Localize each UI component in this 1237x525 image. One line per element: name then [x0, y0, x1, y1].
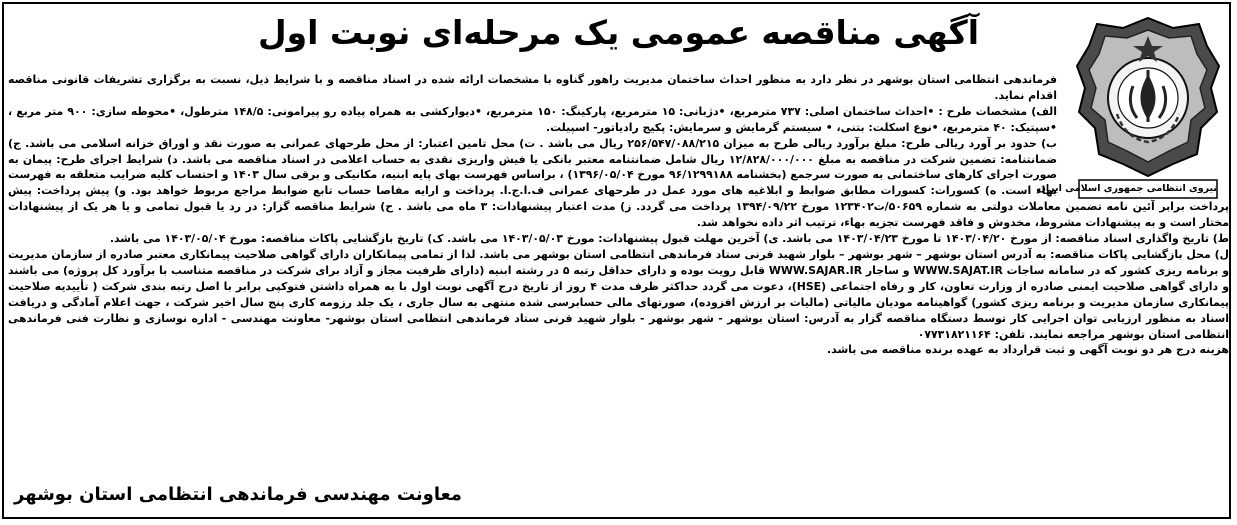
ad-title: آگهی مناقصه عمومی یک مرحله‌ای نوبت اول [257, 13, 980, 52]
section-l-opening: ل) محل بازگشایی پاکات مناقصه: به آدرس استان بوشهر – شهر بوشهر – بلوار شهید قرنی ستاد فرماندهی انتظامی استان بوشهر می باشد. لذا از تمامی پیمانکاران دارای گواهی صلاحیت پیمانکاری معتبر صادره از سازمان مدیریت و برنامه ریزی کشور که در سامانه ساجات WWW.SAJAT.IR و ساجار WWW.SAJAR.IR قابل رویت بوده و دارای حداقل رتبه ۵ در رشته ابنیه (دارای ظرفیت مجاز و آزاد برای شرکت در مناقصه متناسب با برآورد کل پروژه) می باشند و دارای گواهی صلاحیت ایمنی صادره از وزارت تعاون، کار و رفاه اجتماعی (HSE)، دعوت می گردد حداکثر ظرف مدت ۴ روز از تاریخ درج آگهی نوبت اول با به همراه داشتن فتوکپی برابر با اصل رتبه بندی شرکت ( تأییدیه صلاحیت پیمانکاری سازمان مدیریت و برنامه ریزی کشور) گواهینامه مودیان مالیاتی (مالیات بر ارزش افزوده)، صورتهای مالی حسابرسی شده منتهی به سال جاری ، یک جلد رزومه کاری پنج سال اخیر شرکت ، جهت اعلام آمادگی و دریافت اسناد به منظور ارزیابی توان اجرایی کار توسط دستگاه مناقصه گزار به آدرس: استان بوشهر - شهر بوشهر - بلوار شهید قرنی ستاد فرماندهی انتظامی استان بوشهر- معاونت مهندسی - اداره نوسازی و نظارت فنی فرماندهی انتظامی استان بوشهر مراجعه نمایند. تلفن: ۰۷۷۳۱۸۲۱۱۶۴ [8, 247, 1230, 341]
section-t-dates: ط) تاریخ واگذاری اسناد مناقصه: از مورخ ۱۴۰۳/۰۴/۲۰ تا مورخ ۱۴۰۳/۰۴/۲۳ می باشد. ی) آخرین مهلت قبول پیشنهادات: مورخ ۱۴۰۳/۰۵/۰۳ می باشد. ک) تاریخ بازگشایی پاکات مناقصه: مورخ ۱۴۰۳/۰۵/۰۴ می باشد. [109, 232, 1229, 246]
section-b-terms: ب) حدود بر آورد ریالی طرح: مبلغ برآورد ریالی طرح به میزان ۲۵۶/۵۴۷/۰۸۸/۲۱۵ ریال می باشد . ت) محل تامین اعتبار: از محل طرحهای عمرانی به صورت نقد و اوراق خزانه اسلامی می باشد. ج) ضمانتنامه: تضمین شرکت در مناقصه به مبلغ ۱۲/۸۲۸/۰۰۰/۰۰۰ ریال شامل ضمانتنامه معتبر بانکی یا فیش واریزی نقدی به حساب اعلامی در اسناد مناقصه می باشد. د) شرایط اجرای طرح: پیمان به صورت اجرای کارهای ساختمانی به صورت سرجمع (بخشنامه ۹۶/۱۲۹۹۱۸۸ مورخ ۱۳۹۶/۰۵/۰۴) ، براساس فهرست بهای پایه ابنیه، مکانیکی و برقی سال ۱۴۰۳ و احتساب کلیه ضرایب متعلقه به فهرست بهاء است. ه) کسورات: کسورات مطابق ضوابط و ابلاغیه های مورد عمل در طرحهای عمرانی ف.ا.ج.ا. پرداخت و ارایه مفاصا حساب تابع ضوابط مراجع مربوط خواهد بود. و) پیش پرداخت: پیش پرداخت برابر آئین نامه تضمین معاملات دولتی به شماره ۵۰۶۵۹/ت۱۲۳۴۰۲ مورخ ۱۳۹۴/۰۹/۲۲ پرداخت می گردد. ز) مدت اعتبار پیشنهادات: ۳ ماه می باشد . ح) شرایط مناقصه گزار: در رد یا قبول تمامی و یا هر یک از پیشنهادات مختار است و به پیشنهادات مشروط، مخدوش و فاقد فهرست تجزیه بهاء، ترتیب اثر داده نخواهد شد. [8, 136, 1229, 230]
section-a-specs: الف) مشخصات طرح : •احداث ساختمان اصلی: ۷۳۷ مترمربع، •دژبانی: ۱۵ مترمربع، پارکینگ: ۱۵۰ مترمربع، •دیوارکشی به همراه پیاده رو پیرامونی: ۱۴۸/۵ مترطول، •محوطه سازی: ۹۰۰ متر مربع ، •سپتیک: ۴۰ مترمربع، •نوع اسکلت: بتنی، • سیستم گرمایش و سرمایش: پکیج رادیاتور- اسپیلت. [8, 104, 1058, 134]
cost-note: هزینه درج هر دو نوبت آگهی و ثبت قرارداد به عهده برنده مناقصه می باشد. [827, 343, 1229, 357]
signature: معاونت مهندسی فرماندهی انتظامی استان بوشهر [14, 484, 462, 505]
ad-body [8, 72, 1229, 358]
emblem-spacer [1037, 72, 1229, 198]
emblem-caption: نیروی انتظامی جمهوری اسلامی ایران [1037, 183, 1217, 194]
intro-paragraph: فرماندهی انتظامی استان بوشهر در نظر دارد به منظور احداث ساختمان مدیریت راهور گناوه با مشخصات ارائه شده در اسناد مناقصه و با شرایط ذیل، نسبت به برگزاری تشریفات قانونی مناقصه اقدام نماید. [8, 73, 1057, 102]
